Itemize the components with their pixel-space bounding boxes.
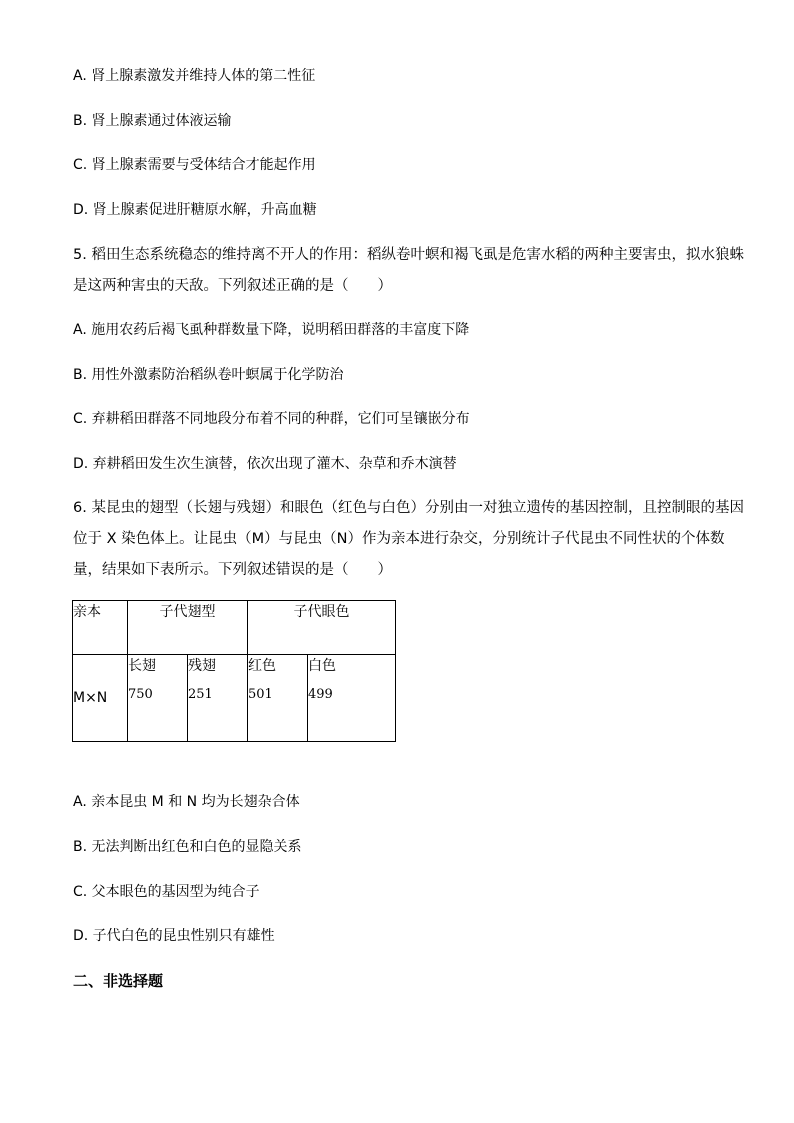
cell-label: 残翅 [188,658,216,674]
q6-option-c: C. 父本眼色的基因型为纯合子 [73,884,260,900]
q6-option-b: B. 无法判断出红色和白色的显隐关系 [73,839,302,855]
cell-value: 501 [248,687,273,702]
q5-option-b: B. 用性外激素防治稻纵卷叶螟属于化学防治 [73,367,344,383]
q5-stem-line2: 是这两种害虫的天敌。下列叙述正确的是（ ） [73,278,392,294]
cell-label: 白色 [308,658,336,674]
table-row [73,655,396,742]
q6-stem-line3: 量，结果如下表所示。下列叙述错误的是（ ） [73,562,392,578]
q4-option-b: B. 肾上腺素通过体液运输 [73,113,232,129]
q5-option-a: A. 施用农药后褐飞虱种群数量下降，说明稻田群落的丰富度下降 [73,322,470,338]
header-parent: 亲本 [73,601,128,655]
q4-option-d: D. 肾上腺素促进肝糖原水解，升高血糖 [73,202,317,218]
cell-long-wing [128,655,188,742]
cell-label: 长翅 [128,658,156,674]
q5-option-d: D. 弃耕稻田发生次生演替，依次出现了灌木、杂草和乔木演替 [73,456,457,472]
q6-option-d: D. 子代白色的昆虫性别只有雄性 [73,928,275,944]
section-title: 二、非选择题 [73,972,164,990]
cell-red-eye [248,655,308,742]
cell-value: 750 [128,687,153,702]
table-header-row [73,601,396,655]
cell-value: 499 [308,687,333,702]
header-wing-type: 子代翅型 [128,601,248,655]
q6-option-a: A. 亲本昆虫 M 和 N 均为长翅杂合体 [73,794,300,810]
header-eye-color: 子代眼色 [248,601,396,655]
cell-label: 红色 [248,658,276,674]
cell-white-eye [308,655,396,742]
q4-option-a: A. 肾上腺素激发并维持人体的第二性征 [73,68,316,84]
q6-stem-line2: 位于 X 染色体上。让昆虫（M）与昆虫（N）作为亲本进行杂交，分别统计子代昆虫不同性状的个体数 [73,531,725,547]
cell-value: 251 [188,687,213,702]
cell-vestigial-wing [188,655,248,742]
results-table [72,600,396,742]
q5-stem-line1: 5. 稻田生态系统稳态的维持离不开人的作用：稻纵卷叶螟和褐飞虱是危害水稻的两种主要害虫，拟水狼蛛 [73,247,744,263]
q4-option-c: C. 肾上腺素需要与受体结合才能起作用 [73,157,316,173]
q6-stem-line1: 6. 某昆虫的翅型（长翅与残翅）和眼色（红色与白色）分别由一对独立遗传的基因控制，且控制眼的基因 [73,500,744,516]
q5-option-c: C. 弃耕稻田群落不同地段分布着不同的种群，它们可呈镶嵌分布 [73,411,470,427]
row-parent-cross: M×N [73,655,128,742]
